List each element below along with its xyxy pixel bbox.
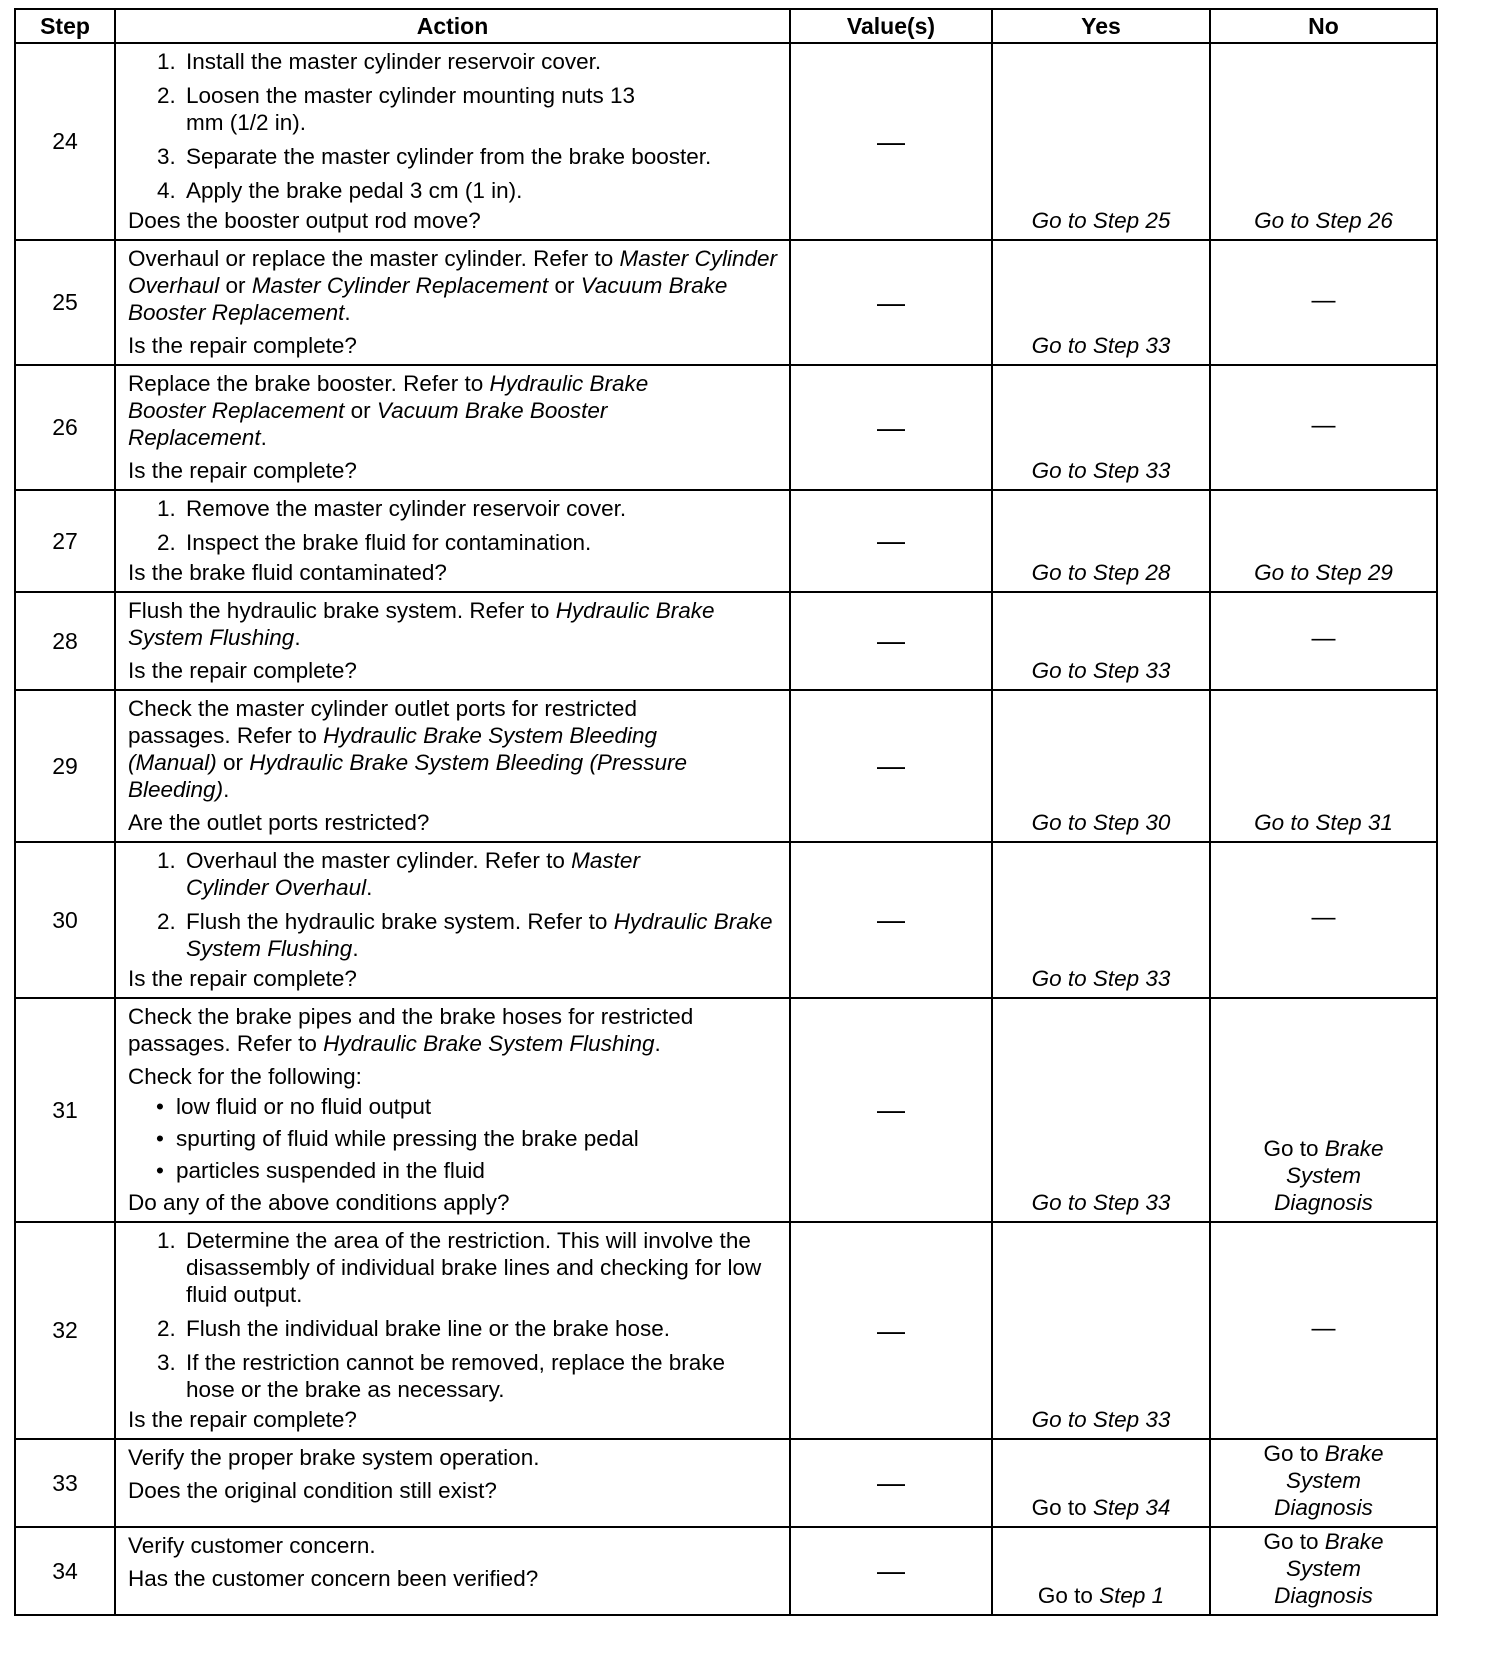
- yes-link[interactable]: Go to Step 33: [1031, 1190, 1171, 1215]
- question: Do any of the above conditions apply?: [128, 1190, 510, 1215]
- table-row: [15, 43, 1437, 240]
- yes-link[interactable]: Step 1: [1099, 1583, 1165, 1608]
- table-row: [15, 998, 1437, 1222]
- yes-link[interactable]: Go to Step 33: [1031, 458, 1171, 483]
- action-text: Flush the hydraulic brake system. Refer to Hydraulic Brake System Flushing.: [128, 598, 715, 650]
- header-values: Value(s): [790, 9, 992, 43]
- step-number: 30: [15, 842, 115, 998]
- action-cell: [115, 1222, 790, 1439]
- action-cell: [115, 690, 790, 842]
- yes-cell: [992, 365, 1210, 490]
- header-yes: Yes: [992, 9, 1210, 43]
- action-list: [128, 495, 781, 556]
- yes-cell: Go to Step 1: [992, 1527, 1210, 1615]
- yes-cell: [992, 842, 1210, 998]
- action-text: Verify customer concern.: [128, 1533, 376, 1558]
- value-cell: —: [790, 240, 992, 365]
- action-text: Check the master cylinder outlet ports for restricted passages. Refer to Hydraulic Brake System Bleeding (Manual) or Hydraulic Brake System Bleeding (Pressure Bleeding).: [128, 696, 687, 802]
- yes-cell: [992, 240, 1210, 365]
- yes-cell: [992, 592, 1210, 690]
- value-cell: —: [790, 690, 992, 842]
- question: Does the booster output rod move?: [128, 208, 481, 233]
- question: Are the outlet ports restricted?: [128, 810, 430, 835]
- list-item: 2. Inspect the brake fluid for contamination.: [182, 529, 781, 556]
- value-cell: —: [790, 1527, 992, 1615]
- no-cell: [1210, 690, 1437, 842]
- action-cell: [115, 842, 790, 998]
- no-link[interactable]: Brake System Diagnosis: [1274, 1529, 1384, 1608]
- reference-link[interactable]: Master Cylinder Replacement: [251, 273, 549, 298]
- table-row: [15, 365, 1437, 490]
- step-number: 25: [15, 240, 115, 365]
- no-cell: Go to Brake System Diagnosis: [1210, 998, 1437, 1222]
- yes-link[interactable]: Step 34: [1092, 1495, 1171, 1520]
- table-row: [15, 1439, 1437, 1527]
- question: Is the repair complete?: [128, 658, 357, 683]
- step-number: 34: [15, 1527, 115, 1615]
- action-text: Check the brake pipes and the brake hoses for restricted passages. Refer to Hydraulic Brake System Flushing.: [128, 1004, 694, 1056]
- question: Is the repair complete?: [128, 1407, 357, 1432]
- list-item: • low fluid or no fluid output: [176, 1093, 781, 1120]
- value-cell: —: [790, 1222, 992, 1439]
- no-cell: —: [1210, 365, 1437, 490]
- step-number: 33: [15, 1439, 115, 1527]
- list-item: 3. Separate the master cylinder from the brake booster.: [182, 143, 781, 170]
- step-number: 27: [15, 490, 115, 592]
- yes-link[interactable]: Go to Step 33: [1031, 658, 1171, 683]
- reference-link[interactable]: Hydraulic Brake System Flushing: [323, 1031, 655, 1056]
- action-cell: [115, 365, 790, 490]
- action-cell: [115, 592, 790, 690]
- list-item: 2. Flush the individual brake line or the brake hose.: [182, 1315, 781, 1342]
- action-cell: [115, 998, 790, 1222]
- action-cell: [115, 490, 790, 592]
- action-list: [128, 847, 781, 962]
- value-cell: —: [790, 592, 992, 690]
- table-row: [15, 1222, 1437, 1439]
- action-text: Overhaul or replace the master cylinder. Refer to Master Cylinder Overhaul or Master Cylinder Replacement or Vacuum Brake Booster Replacement.: [128, 246, 778, 325]
- yes-cell: [992, 1222, 1210, 1439]
- reference-link[interactable]: Hydraulic Brake System Bleeding (Manual): [128, 723, 658, 775]
- reference-link[interactable]: Vacuum Brake Booster Replacement: [128, 273, 728, 325]
- yes-cell: [992, 998, 1210, 1222]
- header-row: [15, 9, 1437, 43]
- list-item: • spurting of fluid while pressing the brake pedal: [176, 1125, 781, 1152]
- step-number: 24: [15, 43, 115, 240]
- yes-cell: [992, 43, 1210, 240]
- table-row: [15, 1527, 1437, 1615]
- yes-cell: [992, 490, 1210, 592]
- value-cell: —: [790, 842, 992, 998]
- question: Is the repair complete?: [128, 458, 357, 483]
- no-link[interactable]: Brake System Diagnosis: [1274, 1136, 1384, 1215]
- reference-link[interactable]: Vacuum Brake Booster Replacement: [128, 398, 608, 450]
- question: Is the brake fluid contaminated?: [128, 560, 447, 585]
- no-link[interactable]: Go to Step 29: [1254, 560, 1393, 585]
- no-cell: —: [1210, 1222, 1437, 1439]
- value-cell: —: [790, 490, 992, 592]
- value-cell: —: [790, 998, 992, 1222]
- header-step: Step: [15, 9, 115, 43]
- no-cell: —: [1210, 240, 1437, 365]
- no-cell: [1210, 490, 1437, 592]
- step-number: 31: [15, 998, 115, 1222]
- step-number: 26: [15, 365, 115, 490]
- action-list: [128, 1227, 781, 1403]
- yes-cell: Go to Step 34: [992, 1439, 1210, 1527]
- no-cell: —: [1210, 592, 1437, 690]
- value-cell: —: [790, 1439, 992, 1527]
- reference-link[interactable]: Hydraulic Brake System Bleeding (Pressure Bleeding): [128, 750, 687, 802]
- no-cell: Go to Brake System Diagnosis: [1210, 1527, 1437, 1615]
- table-row: [15, 490, 1437, 592]
- diagnostic-table: [14, 8, 1438, 1616]
- question: Is the repair complete?: [128, 333, 357, 358]
- no-link[interactable]: Brake System Diagnosis: [1274, 1441, 1384, 1520]
- table-row: [15, 592, 1437, 690]
- value-cell: —: [790, 365, 992, 490]
- value-cell: —: [790, 43, 992, 240]
- header-no: No: [1210, 9, 1437, 43]
- question: Does the original condition still exist?: [128, 1478, 497, 1503]
- reference-link[interactable]: Master Cylinder Overhaul: [186, 848, 640, 900]
- yes-link[interactable]: Go to Step 30: [1031, 810, 1171, 835]
- yes-link[interactable]: Go to Step 25: [1031, 208, 1171, 233]
- step-number: 28: [15, 592, 115, 690]
- yes-link[interactable]: Go to Step 33: [1031, 333, 1171, 358]
- header-action: Action: [115, 9, 790, 43]
- reference-link[interactable]: Hydraulic Brake Booster Replacement: [128, 371, 649, 423]
- yes-cell: [992, 690, 1210, 842]
- check-label: Check for the following:: [128, 1064, 362, 1089]
- list-item: 1. Overhaul the master cylinder. Refer to Master Cylinder Overhaul.: [182, 847, 726, 901]
- action-text: Verify the proper brake system operation.: [128, 1445, 540, 1470]
- condition-list: [128, 1093, 781, 1184]
- yes-link[interactable]: Go to Step 28: [1031, 560, 1171, 585]
- question: Has the customer concern been verified?: [128, 1566, 539, 1591]
- list-item: 1. Determine the area of the restriction. This will involve the disassembly of individual brake lines and checking for low fluid output.: [182, 1227, 781, 1308]
- reference-link[interactable]: Hydraulic Brake System Flushing: [186, 909, 773, 961]
- reference-link[interactable]: Master Cylinder Overhaul: [128, 246, 778, 298]
- table-row: [15, 240, 1437, 365]
- list-item: 2. Flush the hydraulic brake system. Refer to Hydraulic Brake System Flushing.: [182, 908, 781, 962]
- no-cell: Go to Brake System Diagnosis: [1210, 1439, 1437, 1527]
- reference-link[interactable]: Hydraulic Brake System Flushing: [128, 598, 715, 650]
- no-link[interactable]: Go to Step 26: [1254, 208, 1393, 233]
- list-item: • particles suspended in the fluid: [176, 1157, 781, 1184]
- table-row: [15, 842, 1437, 998]
- list-item: 3. If the restriction cannot be removed, replace the brake hose or the brake as necessary.: [182, 1349, 726, 1403]
- no-link[interactable]: Go to Step 31: [1254, 810, 1393, 835]
- action-cell: [115, 240, 790, 365]
- action-list: [128, 48, 781, 204]
- step-number: 32: [15, 1222, 115, 1439]
- yes-link[interactable]: Go to Step 33: [1031, 966, 1171, 991]
- list-item: 1. Remove the master cylinder reservoir cover.: [182, 495, 781, 522]
- step-number: 29: [15, 690, 115, 842]
- no-cell: [1210, 43, 1437, 240]
- action-cell: [115, 43, 790, 240]
- list-item: 1. Install the master cylinder reservoir cover.: [182, 48, 781, 75]
- action-text: Replace the brake booster. Refer to Hydraulic Brake Booster Replacement or Vacuum Brake Booster Replacement.: [128, 371, 649, 450]
- list-item: 4. Apply the brake pedal 3 cm (1 in).: [182, 177, 781, 204]
- list-item: 2. Loosen the master cylinder mounting nuts 13 mm (1/2 in).: [182, 82, 656, 136]
- action-cell: [115, 1527, 790, 1615]
- action-cell: [115, 1439, 790, 1527]
- no-cell: —: [1210, 842, 1437, 998]
- question: Is the repair complete?: [128, 966, 357, 991]
- table-row: [15, 690, 1437, 842]
- yes-link[interactable]: Go to Step 33: [1031, 1407, 1171, 1432]
